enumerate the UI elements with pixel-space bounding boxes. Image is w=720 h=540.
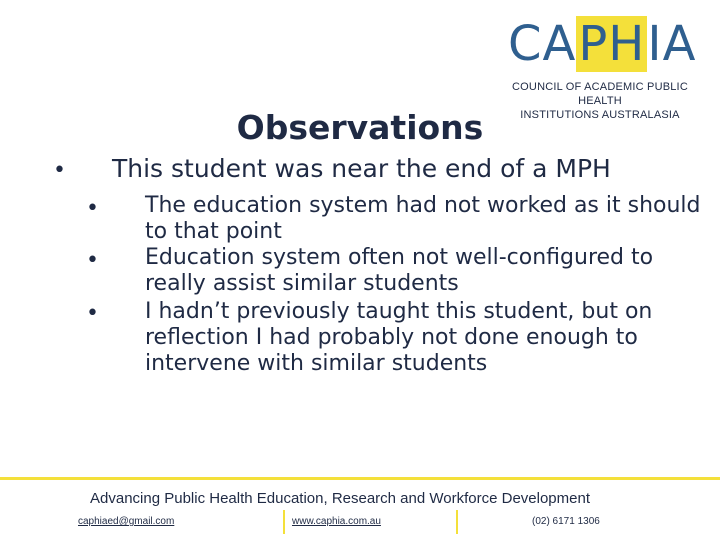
slide-title-text: Observations <box>236 108 484 147</box>
caphia-logo <box>500 16 700 121</box>
slide-title <box>0 108 720 147</box>
footer-website-link[interactable]: www.caphia.com.au <box>292 516 381 527</box>
sub-bullet-2-text: Education system often not well-configured to really assist similar students <box>145 245 654 296</box>
logo-wordmark-left: CA <box>508 16 577 72</box>
footer-divider <box>0 477 720 480</box>
bullet-marker-1: • <box>53 158 66 183</box>
logo-wordmark <box>508 18 696 70</box>
footer-separator-2 <box>456 510 458 534</box>
footer-separator-1 <box>283 510 285 534</box>
bullet-1-text: This student was near the end of a MPH <box>112 154 611 183</box>
sub-bullet-1-text: The education system had not worked as it should to that point <box>145 193 701 244</box>
footer-phone: (02) 6171 1306 <box>532 516 600 527</box>
sub-bullet-marker-2: • <box>86 248 99 273</box>
sub-bullet-3-text: I hadn’t previously taught this student, but on reflection I had probably not done enough to intervene with similar students <box>145 299 653 376</box>
footer-tagline: Advancing Public Health Education, Research and Workforce Development <box>90 490 590 507</box>
logo-subtitle-line2: INSTITUTIONS AUSTRALASIA <box>520 109 680 121</box>
sub-bullet-marker-3: • <box>86 301 99 326</box>
logo-wordmark-right: IA <box>647 16 697 72</box>
logo-wordmark-highlight: PH <box>578 16 646 72</box>
sub-bullet-marker-1: • <box>86 196 99 221</box>
footer-email-link[interactable]: caphiaed@gmail.com <box>78 516 175 527</box>
logo-subtitle-line1: COUNCIL OF ACADEMIC PUBLIC HEALTH <box>512 81 688 107</box>
